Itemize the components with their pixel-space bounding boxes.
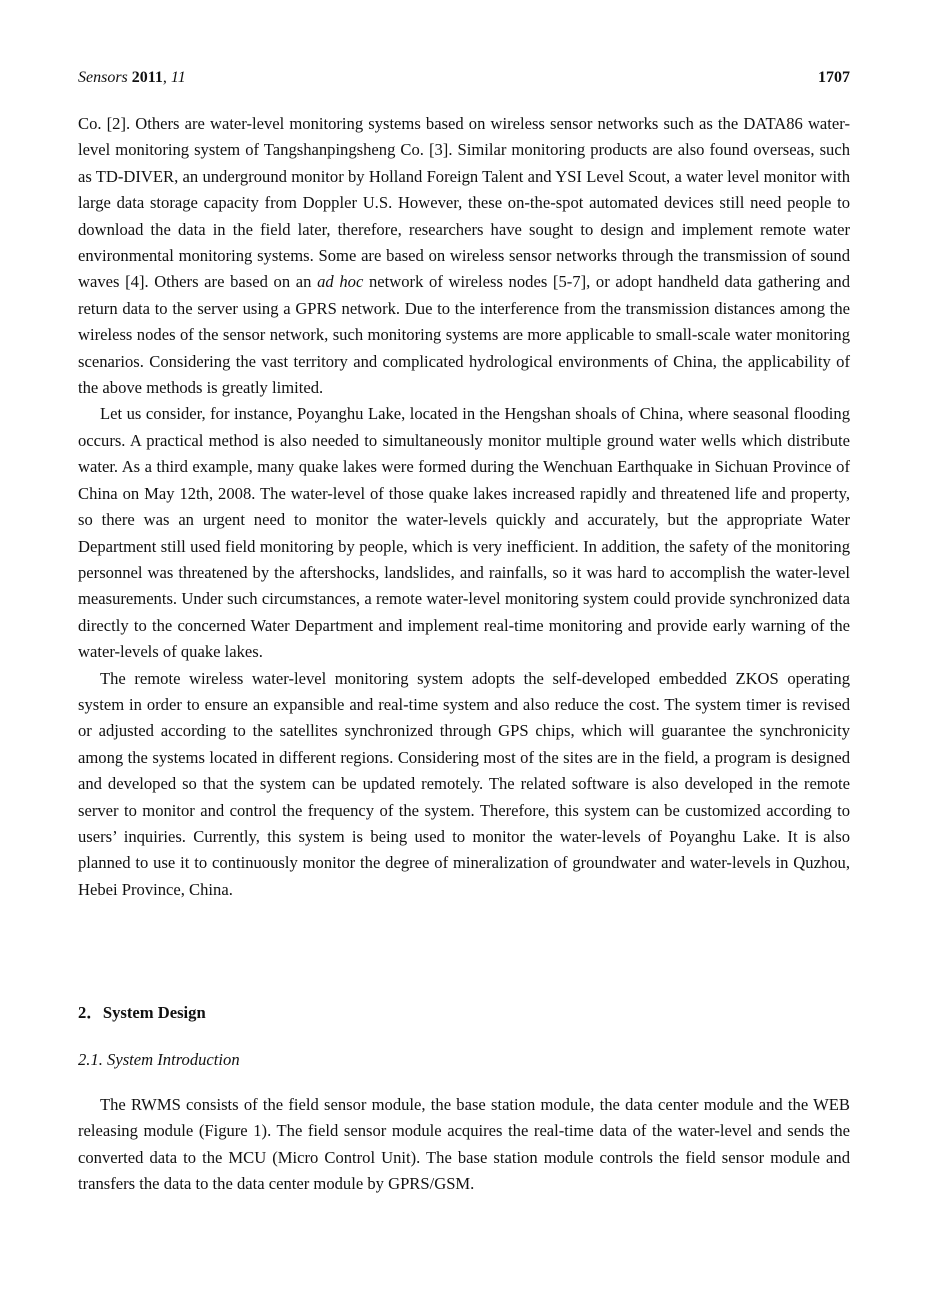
body-text [78,111,850,903]
journal-volume: 11 [170,69,186,86]
journal-name: Sensors [78,69,128,86]
running-header [78,67,850,89]
paragraph-1-part-a: Co. [2]. Others are water-level monitoring systems based on wireless sensor networks such as the DATA86 water-level monitoring system of Tangshanpingsheng Co. [3]. Similar monitoring products are also found overseas, such as TD-DIVER, an underground monitor by Holland Foreign Talent and YSI Level Scout, a water level monitor with large data storage capacity from Doppler U.S. However, these on-the-spot automated devices still need people to download the data in the field later, therefore, researchers have sought to design and implement remote water environmental monitoring systems. Some are based on wireless sensor networks through the transmission of sound waves [4]. Others are based on an [78,114,850,292]
subsection-heading: 2.1. System Introduction [78,1050,240,1069]
paragraph-1-part-b: network of wireless nodes [5-7], or adopt handheld data gathering and return data to the server using a GPRS network. Due to the interference from the transmission distances among the wireless nodes of the sensor network, such monitoring systems are more applicable to small-scale water monitoring scenarios. Considering the vast territory and complicated hydrological environments of China, the applicability of the above methods is greatly limited. [78,272,850,398]
paragraph-1-italic-term: ad hoc [317,272,364,292]
section-heading: 2．System Design [78,1003,206,1022]
citation-separator: , [162,69,167,86]
page-number: 1707 [818,69,850,86]
paragraph-2: Let us consider, for instance, Poyanghu Lake, located in the Hengshan shoals of China, where seasonal flooding occurs. A practical method is also needed to simultaneously monitor multiple ground water wells which distribute water. As a third example, many quake lakes were formed during the Wenchuan Earthquake in Sichuan Province of China on May 12th, 2008. The water-level of those quake lakes increased rapidly and threatened life and property, so there was an urgent need to monitor the water-levels quickly and accurately, but the appropriate Water Department still used field monitoring by people, which is very inefficient. In addition, the safety of the monitoring personnel was threatened by the aftershocks, landslides, and rainfalls, so it was hard to accomplish the water-level measurements. Under such circumstances, a remote water-level monitoring system could provide synchronized data directly to the concerned Water Department and implement real-time monitoring and provide early warning of the water-levels of quake lakes. [78,404,850,662]
journal-year: 2011 [131,69,163,86]
paragraph-1 [78,111,850,401]
journal-citation [78,67,186,89]
body-text-section-2 [78,1092,850,1198]
paragraph-3: The remote wireless water-level monitoring system adopts the self-developed embedded ZKOS operating system in order to ensure an expansible and real-time system and also reduce the cost. The system timer is revised or adjusted according to the satellites synchronized through GPS chips, which will guarantee the synchronicity among the systems located in different regions. Considering most of the sites are in the field, a program is designed and developed so that the system can be updated remotely. The related software is also developed in the remote server to monitor and control the frequency of the system. Therefore, this system can be customized according to users’ inquiries. Currently, this system is being used to monitor the water-levels of Poyanghu Lake. It is also planned to use it to continuously monitor the degree of mineralization of groundwater and water-levels in Quzhou, Hebei Province, China. [78,668,850,899]
paragraph-4: The RWMS consists of the field sensor module, the base station module, the data center module and the WEB releasing module (Figure 1). The field sensor module acquires the real-time data of the water-level and sends the converted data to the MCU (Micro Control Unit). The base station module controls the field sensor module and transfers the data to the data center module by GPRS/GSM. [78,1095,850,1194]
